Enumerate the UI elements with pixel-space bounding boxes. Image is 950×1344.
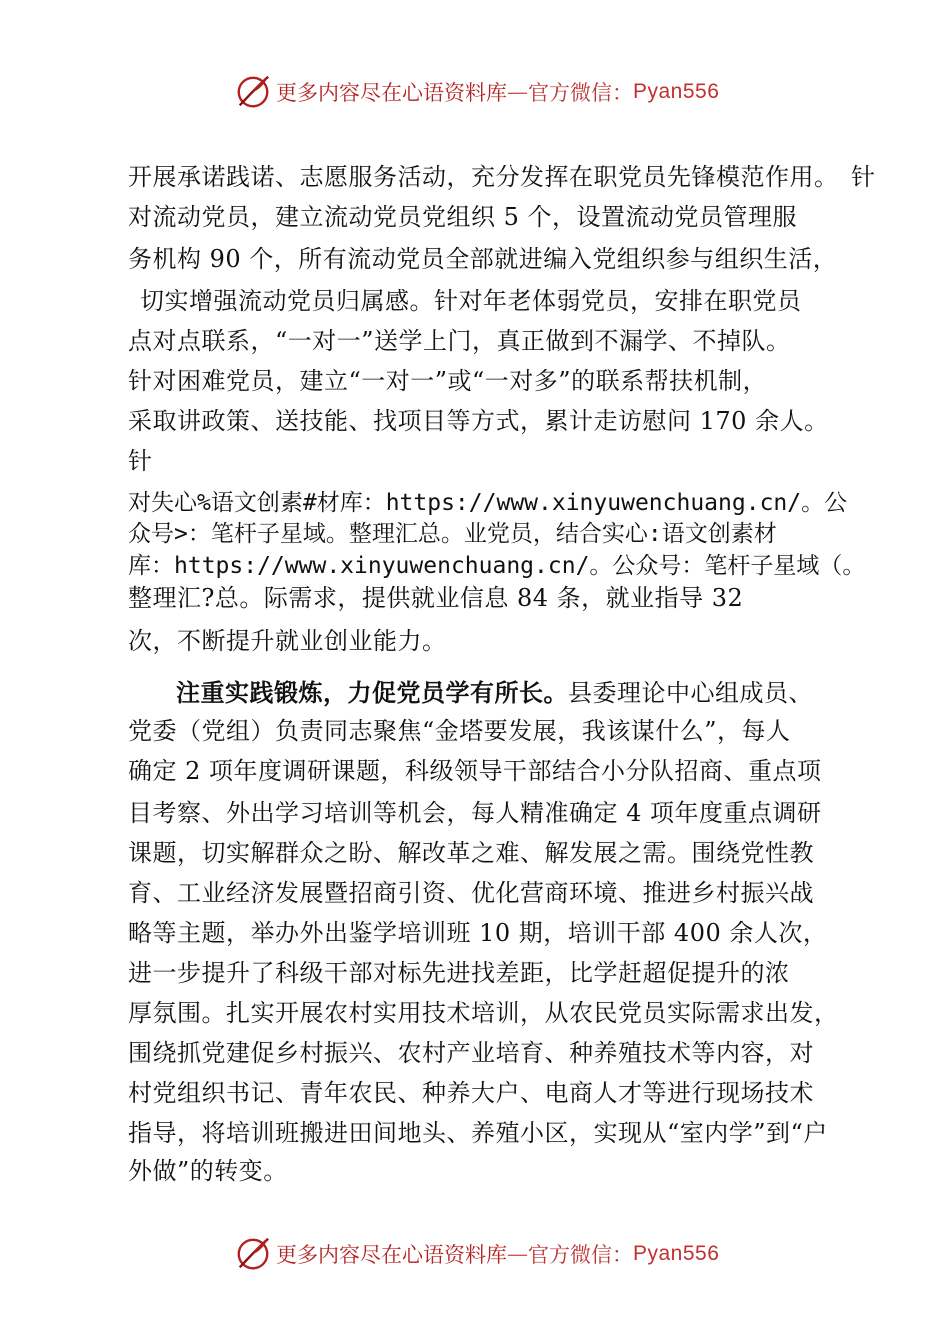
text-line: 育、工业经济发展暨招商引资、优化营商环境、推进乡村振兴战 xyxy=(128,879,814,907)
text-line: 对流动党员，建立流动党员党组织 5 个，设置流动党员管理服 xyxy=(128,203,798,231)
banner-wechat-id: Pyan556 xyxy=(633,1242,720,1265)
header-watermark xyxy=(234,72,719,112)
text-line: 众号>：笔杆子星域。整理汇总。业党员，结合实心:语文创素材 xyxy=(128,521,777,547)
text-line: 课题，切实解群众之盼、解改革之难、解发展之需。围绕党性教 xyxy=(128,839,814,867)
text-line: 次，不断提升就业创业能力。 xyxy=(128,627,447,655)
quill-logo-icon xyxy=(234,1235,272,1273)
text-line: 略等主题，举办外出鉴学培训班 10 期，培训干部 400 余人次， xyxy=(128,919,828,947)
text-line: 确定 2 项年度调研课题，科级领导干部结合小分队招商、重点项 xyxy=(128,757,822,785)
text-line: 务机构 90 个，所有流动党员全部就进编入党组织参与组织生活， xyxy=(128,245,838,273)
banner-text: 更多内容尽在心语资料库 xyxy=(276,1243,507,1267)
text-line: 厚氛围。扎实开展农村实用技术培训，从农民党员实际需求出发， xyxy=(128,999,839,1027)
banner-separator: — xyxy=(507,1242,528,1266)
text-line: 村党组织书记、青年农民、种养大户、电商人才等进行现场技术 xyxy=(128,1079,814,1107)
text-line: 针对困难党员，建立“一对一”或“一对多”的联系帮扶机制， xyxy=(128,367,768,395)
text-line: 党委（党组）负责同志聚焦“金塔要发展，我该谋什么”，每人 xyxy=(128,717,791,745)
banner-wechat-id: Pyan556 xyxy=(633,80,720,103)
text-line: 围绕抓党建促乡村振兴、农村产业培育、种养殖技术等内容，对 xyxy=(128,1039,814,1067)
text-line: 库：https://www.xinyuwenchuang.cn/。公众号：笔杆子星域（。 xyxy=(128,553,866,579)
text-line: 点对点联系，“一对一”送学上门，真正做到不漏学、不掉队。 xyxy=(128,327,791,355)
quill-logo-icon xyxy=(234,73,272,111)
text-line: 采取讲政策、送技能、找项目等方式，累计走访慰问 170 余人。 xyxy=(128,407,829,435)
paragraph-first-line xyxy=(176,678,813,708)
footer-watermark xyxy=(234,1234,719,1274)
text-line: 外做”的转变。 xyxy=(128,1157,288,1185)
text-line: 开展承诺践诺、志愿服务活动，充分发挥在职党员先锋模范作用。 针 xyxy=(128,163,876,191)
text-line: 进一步提升了科级干部对标先进找差距，比学赶超促提升的浓 xyxy=(128,959,790,987)
text-line: 对失心%语文创素#材库：https://www.xinyuwenchuang.cn/。公 xyxy=(128,490,848,516)
banner-text: 更多内容尽在心语资料库 xyxy=(276,81,507,105)
paragraph-heading: 注重实践锻炼，力促党员学有所长。 xyxy=(176,679,568,707)
banner-wechat-label: 官方微信： xyxy=(528,81,633,105)
text-line: 目考察、外出学习培训等机会，每人精准确定 4 项年度重点调研 xyxy=(128,799,822,827)
text-line: 切实增强流动党员归属感。针对年老体弱党员，安排在职党员 xyxy=(140,287,802,315)
banner-wechat-label: 官方微信： xyxy=(528,1243,633,1267)
banner-separator: — xyxy=(507,80,528,104)
text-line: 针 xyxy=(128,447,153,475)
text-line: 整理汇?总。际需求，提供就业信息 84 条，就业指导 32 xyxy=(128,584,744,612)
text-span: 县委理论中心组成员、 xyxy=(568,679,813,707)
text-line: 指导，将培训班搬进田间地头、养殖小区，实现从“室内学”到“户 xyxy=(128,1119,828,1147)
